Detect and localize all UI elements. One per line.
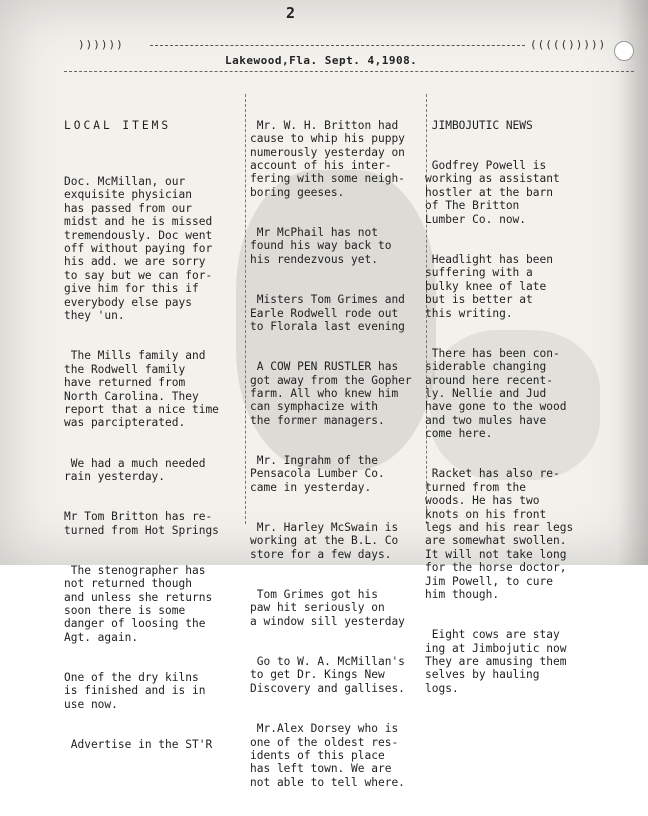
article-paragraph: Advertise in the ST'R [64, 738, 213, 752]
article-paragraph: There has been con- siderable changing around here recent- ly. Nellie and Jud have gone to the wood and two mules have come here. [425, 346, 567, 441]
article-paragraph: Misters Tom Grimes and Earle Rodwell rode out to Florala last evening [250, 293, 405, 333]
column-heading: LOCAL ITEMS [64, 118, 172, 132]
article-paragraph: A COW PEN RUSTLER has got away from the Gopher farm. All who knew him can symphacize with the former managers. [250, 360, 412, 427]
column-jimbojutic-news [425, 92, 595, 722]
column-divider [245, 94, 246, 524]
column-heading: JIMBOJUTIC NEWS [425, 118, 533, 132]
page-number: 2 [286, 4, 296, 22]
article-paragraph: Eight cows are stay ing at Jimbojutic now They are amusing them selves by hauling logs. [425, 628, 567, 695]
column-middle [250, 92, 430, 816]
masthead-bottom-rule [64, 71, 634, 72]
article-paragraph: The Mills family and the Rodwell family have returned from North Carolina. They report that a nice time was parcipterated. [64, 349, 219, 430]
page-edge-shadow [618, 0, 648, 565]
article-paragraph: Mr Tom Britton has re- turned from Hot Springs [64, 510, 219, 537]
article-paragraph: Mr. Ingrahm of the Pensacola Lumber Co. came in yesterday. [250, 453, 385, 494]
article-paragraph: Tom Grimes got his paw hit seriously on a window sill yesterday [250, 588, 405, 628]
punch-hole [614, 41, 634, 61]
article-paragraph: Headlight has been suffering with a bulky knee of late but is better at this writing. [425, 252, 553, 320]
article-paragraph: The stenographer has not returned though and unless she returns soon there is some danger of loosing the Agt. again. [64, 563, 213, 644]
article-paragraph: One of the dry kilns is finished and is in use now. [64, 671, 206, 711]
article-paragraph: Mr McPhail has not found his way back to his rendezvous yet. [250, 226, 392, 266]
masthead-rule-right: ((((())))) [530, 38, 607, 51]
masthead-dashed-rule [150, 45, 525, 46]
article-paragraph: Godfrey Powell is working as assistant hostler at the barn of The Britton Lumber Co. now. [425, 159, 560, 226]
column-local-items [64, 92, 244, 778]
article-paragraph: Go to W. A. McMillan's to get Dr. Kings New Discovery and gallises. [250, 655, 405, 695]
article-paragraph: Doc. McMillan, our exquisite physician has passed from our midst and he is missed tremendously. Doc went off without paying for his add. we are sorry to say but we can for- give him for this if everybody else pays they 'un. [64, 175, 213, 323]
dateline: Lakewood,Fla. Sept. 4,1908. [225, 54, 418, 67]
masthead-rule-left: )))))) [78, 38, 124, 51]
article-paragraph: Mr. Harley McSwain is working at the B.L. Co store for a few days. [250, 521, 399, 561]
article-paragraph: Mr. W. H. Britton had cause to whip his puppy numerously yesterday on account of his inter- fering with some neigh- boring geeses. [250, 118, 405, 199]
article-paragraph: Racket has also re- turned from the woods. He has two knots on his front legs and his rear legs are somewhat swollen. It will not take long for the horse doctor, Jim Powell, to cure him though. [425, 467, 574, 602]
article-paragraph: We had a much needed rain yesterday. [64, 456, 206, 483]
article-paragraph: Mr.Alex Dorsey who is one of the oldest res- idents of this place has left town. We are not able to tell where. [250, 722, 405, 789]
